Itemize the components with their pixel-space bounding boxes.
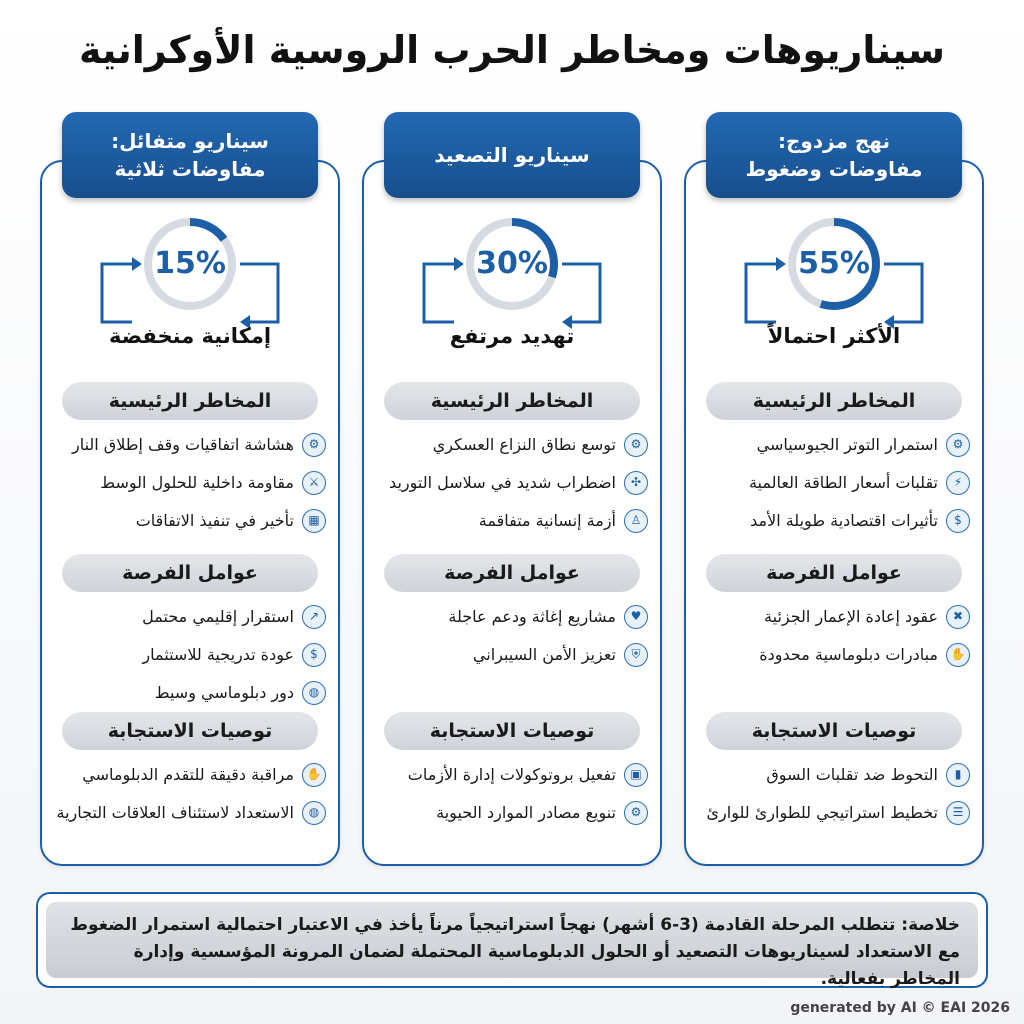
- list-item: [700, 604, 970, 630]
- list-item-text: تخطيط استراتيجي للطوارئ للوارئ: [706, 803, 938, 822]
- growth-icon: ↗: [302, 605, 326, 629]
- list-item-text: هشاشة اتفاقيات وقف إطلاق النار: [71, 435, 294, 454]
- probability-value: 30%: [476, 246, 548, 281]
- scenario-column-2: [362, 112, 662, 866]
- section-title: توصيات الاستجابة: [706, 712, 962, 750]
- likelihood-label: تهديد مرتفع: [449, 324, 575, 348]
- list-item: [56, 470, 326, 496]
- list-item-text: توسع نطاق النزاع العسكري: [432, 435, 616, 454]
- list-item: [378, 604, 648, 630]
- list-item: [700, 762, 970, 788]
- list-item: [56, 604, 326, 630]
- list-item: [56, 680, 326, 706]
- cycle-arrow-right: [884, 264, 922, 322]
- section-title: المخاطر الرئيسية: [384, 382, 640, 420]
- investment-icon: $: [302, 643, 326, 667]
- list-item: [700, 508, 970, 534]
- list-item-text: استقرار إقليمي محتمل: [142, 607, 294, 626]
- list-item-text: تأثيرات اقتصادية طويلة الأمد: [750, 511, 938, 530]
- swords-icon: ⚔: [302, 471, 326, 495]
- watermark: generated by AI © EAI 2026: [790, 1000, 1010, 1016]
- list-item-text: أزمة إنسانية متفاقمة: [478, 511, 616, 530]
- list-item: [378, 508, 648, 534]
- monitor-icon: ▣: [624, 763, 648, 787]
- list-item: [378, 800, 648, 826]
- shield-icon: ⛨: [624, 643, 648, 667]
- cycle-arrow-left: [102, 264, 140, 322]
- scenario-column-1: [684, 112, 984, 866]
- conclusion-text: خلاصة: تتطلب المرحلة القادمة (3-6 أشهر) نهجاً استراتيجياً مرناً يأخذ في الاعتبار احتمالية استمرار الضغوط مع الاستعداد لسيناريوهات التصعيد أو الحلول الدبلوماسية المحتملة لضمان المرونة المؤسسية وإدارة المخاطر بفعالية.: [46, 902, 978, 978]
- list-item: [700, 800, 970, 826]
- cycle-arrow-right: [240, 264, 278, 322]
- scenario-header: [62, 112, 318, 198]
- list-item: [378, 470, 648, 496]
- section-title: عوامل الفرصة: [384, 554, 640, 592]
- scenario-header-line: مفاوضات وضغوط: [745, 157, 923, 181]
- probability-gauge: [90, 212, 290, 347]
- section-title: المخاطر الرئيسية: [706, 382, 962, 420]
- list-item-text: التحوط ضد تقلبات السوق: [766, 765, 938, 784]
- list-item: [56, 508, 326, 534]
- cycle-arrow-right: [562, 264, 600, 322]
- list-item: [700, 642, 970, 668]
- cycle-arrow-left: [746, 264, 784, 322]
- list-item: [700, 470, 970, 496]
- likelihood-label: إمكانية منخفضة: [108, 324, 272, 348]
- scenario-header-line: سيناريو متفائل:: [111, 129, 269, 153]
- list-item-text: تفعيل بروتوكولات إدارة الأزمات: [407, 765, 616, 784]
- list-item-text: تعزيز الأمن السيبراني: [472, 645, 616, 664]
- scenario-header-line: مفاوضات ثلاثية: [114, 157, 266, 181]
- list-item: [56, 642, 326, 668]
- list-item-text: مراقبة دقيقة للتقدم الدبلوماسي: [82, 765, 294, 784]
- list-item: [56, 432, 326, 458]
- gear-icon: ⚙: [624, 801, 648, 825]
- section-title: عوامل الفرصة: [706, 554, 962, 592]
- likelihood-label: الأكثر احتمالاً: [767, 324, 901, 348]
- chart-icon: ▮: [946, 763, 970, 787]
- list-item-text: استمرار التوتر الجيوسياسي: [756, 435, 938, 454]
- cycle-arrow-left: [424, 264, 462, 322]
- list-item: [378, 432, 648, 458]
- list-item-text: تنويع مصادر الموارد الحيوية: [436, 803, 616, 822]
- network-icon: ✣: [624, 471, 648, 495]
- list-item-text: اضطراب شديد في سلاسل التوريد: [389, 473, 616, 492]
- calendar-icon: ▦: [302, 509, 326, 533]
- list-item-text: مشاريع إغاثة ودعم عاجلة: [448, 607, 616, 626]
- globe-icon: ◍: [302, 681, 326, 705]
- list-item-text: الاستعداد لاستئناف العلاقات التجارية: [56, 803, 294, 822]
- scenario-column-3: [40, 112, 340, 866]
- list-item-text: دور دبلوماسي وسيط: [154, 683, 294, 702]
- section-title: توصيات الاستجابة: [384, 712, 640, 750]
- probability-gauge: [734, 212, 934, 347]
- probability-gauge: [412, 212, 612, 347]
- list-item-text: تأخير في تنفيذ الاتفاقات: [135, 511, 294, 530]
- list-item-text: تقلبات أسعار الطاقة العالمية: [748, 473, 938, 492]
- scenario-header-line: نهج مزدوج:: [777, 129, 891, 153]
- handshake-icon: ✋: [302, 763, 326, 787]
- section-title: توصيات الاستجابة: [62, 712, 318, 750]
- gears-icon: ⚙: [946, 433, 970, 457]
- list-item: [56, 762, 326, 788]
- list-item: [56, 800, 326, 826]
- scenario-header: [706, 112, 962, 198]
- scenario-header-line: سيناريو التصعيد: [434, 143, 590, 167]
- probability-value: 55%: [798, 246, 870, 281]
- list-item: [700, 432, 970, 458]
- conclusion-box: [36, 892, 988, 988]
- list-item-text: مقاومة داخلية للحلول الوسط: [100, 473, 294, 492]
- handshake-icon: ✋: [946, 643, 970, 667]
- gears-icon: ⚙: [302, 433, 326, 457]
- money-hand-icon: $: [946, 509, 970, 533]
- list-item: [378, 642, 648, 668]
- section-title: عوامل الفرصة: [62, 554, 318, 592]
- globe-icon: ◍: [302, 801, 326, 825]
- page-title: سيناريوهات ومخاطر الحرب الروسية الأوكرانية: [78, 28, 946, 72]
- document-icon: ☰: [946, 801, 970, 825]
- energy-icon: ⚡: [946, 471, 970, 495]
- relief-icon: ♥: [624, 605, 648, 629]
- gears-icon: ⚙: [624, 433, 648, 457]
- list-item-text: مبادرات دبلوماسية محدودة: [759, 645, 938, 664]
- probability-value: 15%: [154, 246, 226, 281]
- person-icon: ♙: [624, 509, 648, 533]
- scenario-header: [384, 112, 640, 198]
- list-item-text: عقود إعادة الإعمار الجزئية: [764, 607, 938, 626]
- list-item: [378, 762, 648, 788]
- section-title: المخاطر الرئيسية: [62, 382, 318, 420]
- list-item-text: عودة تدريجية للاستثمار: [142, 645, 294, 664]
- tools-icon: ✖: [946, 605, 970, 629]
